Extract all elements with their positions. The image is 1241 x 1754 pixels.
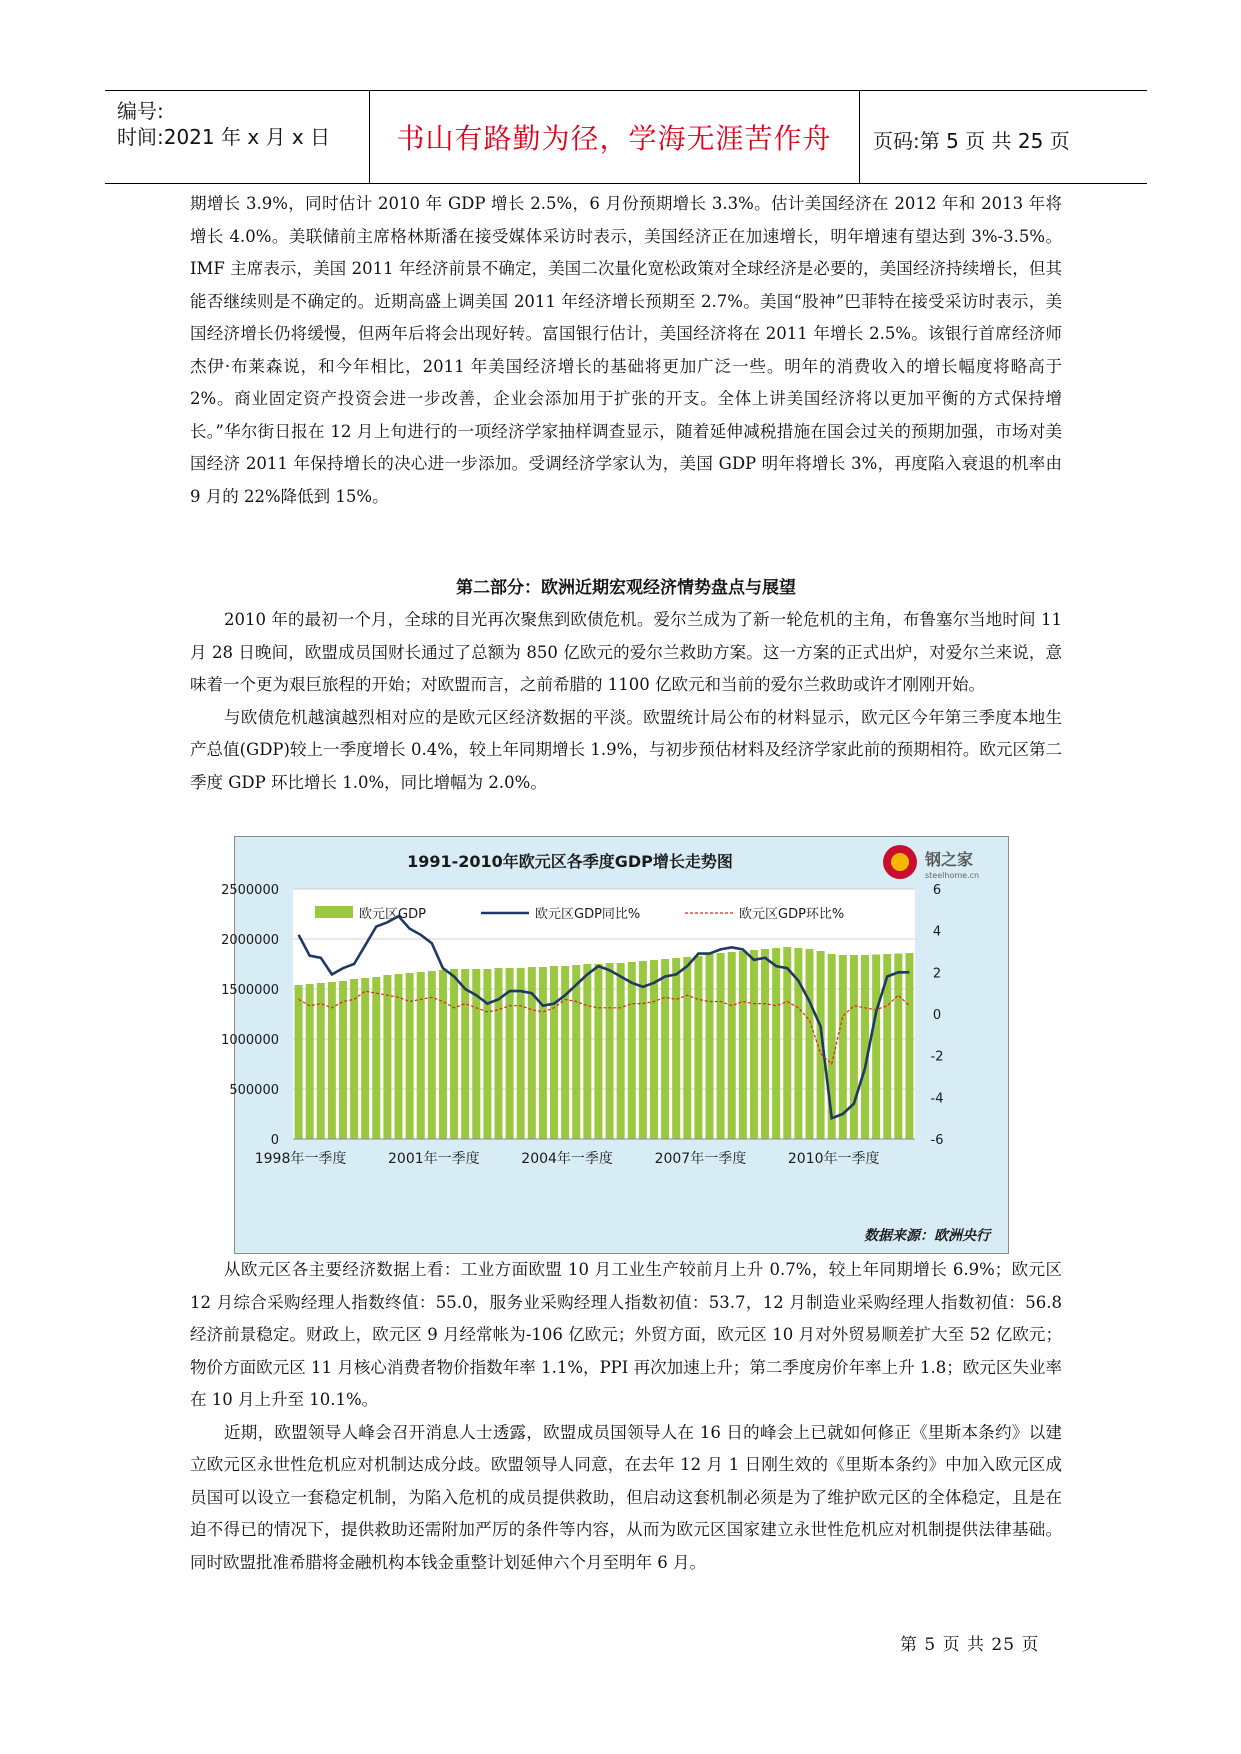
gdp-bar	[872, 955, 880, 1140]
legend-label: 欧元区GDP同比%	[535, 907, 641, 922]
paragraph-us-economy: 期增长 3.9%，同时估计 2010 年 GDP 增长 2.5%，6 月份预期增长 3.3%。估计美国经济在 2012 年和 2013 年将增长 4.0%。美联储前主席格林斯潘在接受媒体采访时表示，美国经济正在加速增长，明年增速有望达到 3%-3.5%。IMF 主席表示，美国 2011 年经济前景不确定，美国二次量化宽松政策对全球经济是必要的，美国经济持续增长，但其能否继续则是不确定的。近期高盛上调美国 2011 年经济增长预期至 2.7%。美国“股神”巴菲特在接受采访时表示，美国经济增长仍将缓慢，但两年后将会出现好转。富国银行估计，美国经济将在 2011 年增长 2.5%。该银行首席经济师杰伊·布莱森说，和今年相比，2011 年美国经济增长的基础将更加广泛一些。明年的消费收入的增长幅度将略高于 2%。商业固定资产投资会进一步改善，企业会添加用于扩张的开支。全体上讲美国经济将以更加平衡的方式保持增长。”华尔街日报在 12 月上旬进行的一项经济学家抽样调查显示，随着延伸减税措施在国会过关的预期加强，市场对美国经济 2011 年保持增长的决心进一步添加。受调经济学家认为，美国 GDP 明年将增长 3%，再度陷入衰退的机率由 9 月的 22%降低到 15%。	[190, 194, 1062, 506]
x-tick-label: 1998年一季度	[254, 1151, 347, 1167]
gdp-bar	[539, 967, 547, 1139]
gdp-bar	[572, 965, 580, 1139]
page-footer: 第 5 页 共 25 页	[900, 1635, 1040, 1655]
gdp-bar	[717, 953, 725, 1139]
paragraph-eu-summit: 近期，欧盟领导人峰会召开消息人士透露，欧盟成员国领导人在 16 日的峰会上已就如何修正《里斯本条约》以建立欧元区永世性危机应对机制达成分歧。欧盟领导人同意，在去年 12 月 1 日刚生效的《里斯本条约》中加入欧元区成员国可以设立一套稳定机制，为陷入危机的成员提供救助，但启动这套机制必须是为了维护欧元区的全体稳定，且是在迫不得已的情况下，提供救助还需附加严厉的条件等内容，从而为欧元区国家建立永世性危机应对机制提供法律基础。同时欧盟批准希腊将金融机构本钱金重整计划延伸六个月至明年 6 月。	[190, 1422, 1062, 1572]
time-label: 时间:2021 年 x 月 x 日	[117, 125, 331, 149]
x-tick-label: 2010年一季度	[787, 1151, 880, 1167]
gdp-bar	[417, 972, 425, 1139]
gdp-bar	[617, 963, 625, 1139]
number-label: 编号:	[117, 99, 164, 123]
y-left-tick-label: 0	[270, 1133, 279, 1148]
gdp-bar	[772, 948, 780, 1139]
y-left-tick-label: 500000	[229, 1083, 279, 1098]
gdp-bar	[350, 979, 358, 1139]
gdp-bar	[550, 966, 558, 1139]
gdp-bar	[750, 950, 758, 1139]
gdp-bar	[694, 956, 702, 1139]
y-left-tick-label: 1000000	[221, 1033, 279, 1048]
logo-emblem-inner-icon	[891, 853, 909, 871]
gdp-bar	[661, 959, 669, 1139]
gdp-bar	[594, 964, 602, 1139]
gdp-bar	[439, 970, 447, 1139]
gdp-bar	[850, 955, 858, 1139]
y-right-tick-label: 4	[932, 924, 942, 940]
gdp-bar	[339, 981, 347, 1139]
gdp-bar	[328, 982, 336, 1139]
gdp-bar	[406, 973, 414, 1139]
gdp-bar	[728, 952, 736, 1139]
gdp-bar	[706, 954, 714, 1139]
gdp-bar	[894, 954, 902, 1140]
y-right-tick-label: -2	[930, 1049, 944, 1065]
page-header	[105, 90, 1147, 184]
gdp-bar	[361, 978, 369, 1139]
gdp-bar	[583, 964, 591, 1139]
gdp-bar	[306, 984, 314, 1139]
gdp-bar	[295, 985, 303, 1139]
gdp-bar	[650, 960, 658, 1139]
gdp-bar	[805, 949, 813, 1139]
logo-text: 钢之家	[925, 850, 974, 869]
gdp-bar	[383, 975, 391, 1139]
gdp-bar	[761, 949, 769, 1139]
y-right-tick-label: 6	[932, 883, 942, 898]
steelhome-logo	[883, 845, 979, 880]
y-left-tick-label: 1500000	[221, 983, 279, 998]
page-number-label: 页码:第 5 页 共 25 页	[873, 129, 1070, 153]
logo-subtext: steelhome.cn	[925, 871, 980, 880]
legend-label: 欧元区GDP	[359, 907, 426, 922]
header-motto-cell	[369, 91, 860, 183]
gdp-bar	[450, 969, 458, 1139]
gdp-chart-svg	[221, 837, 1010, 1255]
gdp-bar	[628, 962, 636, 1139]
y-left-tick-label: 2500000	[221, 883, 279, 898]
chart-source: 数据来源：欧洲央行	[864, 1228, 990, 1244]
y-right-tick-label: 0	[932, 1008, 942, 1023]
body-section-1	[190, 188, 1062, 513]
chart-title: 1991-2010年欧元区各季度GDP增长走势图	[407, 852, 733, 871]
gdp-bar	[428, 971, 436, 1139]
y-left-tick-label: 2000000	[221, 933, 279, 948]
gdp-bar	[905, 953, 913, 1139]
section-heading: 第二部分：欧洲近期宏观经济情势盘点与展望	[456, 578, 796, 598]
paragraph-gdp-data: 与欧债危机越演越烈相对应的是欧元区经济数据的平淡。欧盟统计局公布的材料显示，欧元区今年第三季度本地生产总值(GDP)较上一季度增长 0.4%，较上年同期增长 1.9%，与初步预估材料及经济学家此前的预期相符。欧元区第二季度 GDP 环比增长 1.0%，同比增幅为 2.0%。	[190, 707, 1062, 792]
x-tick-label: 2001年一季度	[388, 1151, 480, 1167]
gdp-bar	[517, 968, 525, 1139]
x-tick-label: 2004年一季度	[521, 1151, 613, 1167]
body-section-2	[190, 604, 1062, 799]
x-tick-label: 2007年一季度	[654, 1151, 747, 1167]
legend-swatch-gdp	[315, 906, 353, 918]
gdp-bar	[739, 951, 747, 1139]
y-right-tick-label: -6	[930, 1133, 944, 1148]
paragraph-indicators: 从欧元区各主要经济数据上看：工业方面欧盟 10 月工业生产较前月上升 0.7%，较上年同期增长 6.9%；欧元区 12 月综合采购经理人指数终值：55.0，服务业采购经理人指数初值：53.7，12 月制造业采购经理人指数初值：56.8 经济前景稳定。财政上，欧元区 9 月经常帐为-106 亿欧元；外贸方面，欧元区 10 月对外贸易顺差扩大至 52 亿欧元；物价方面欧元区 11 月核心消费者物价指数年率 1.1%，PPI 再次加速上升；第二季度房价年率上升 1.8；欧元区失业率在 10 月上升至 10.1%。	[190, 1260, 1062, 1409]
legend-label: 欧元区GDP环比%	[739, 907, 845, 922]
header-page-cell	[859, 91, 1147, 183]
gdp-bar	[683, 957, 691, 1139]
body-section-3	[190, 1254, 1062, 1579]
header-info-cell	[105, 91, 370, 183]
y-right-tick-label: -4	[930, 1091, 944, 1107]
gdp-bar	[372, 977, 380, 1139]
motto: 书山有路勤为径，学海无涯苦作舟	[396, 122, 832, 155]
gdp-bar	[861, 955, 869, 1139]
paragraph-debt-crisis: 2010 年的最初一个月，全球的目光再次聚焦到欧债危机。爱尔兰成为了新一轮危机的主角，布鲁塞尔当地时间 11 月 28 日晚间，欧盟成员国财长通过了总额为 850 亿欧元的爱尔兰救助方案。这一方案的正式出炉，对爱尔兰来说，意味着一个更为艰巨旅程的开始；对欧盟而言，之前希腊的 1100 亿欧元和当前的爱尔兰救助或许才刚刚开始。	[190, 610, 1062, 694]
gdp-bar	[317, 983, 325, 1139]
gdp-bar	[483, 969, 491, 1139]
gdp-bar	[606, 963, 614, 1139]
gdp-bar	[461, 969, 469, 1139]
gdp-bar	[494, 968, 502, 1139]
gdp-bar	[783, 947, 791, 1139]
y-right-tick-label: 2	[932, 966, 942, 982]
gdp-chart	[221, 836, 1009, 1254]
gdp-bar	[672, 958, 680, 1139]
chart-legend	[315, 906, 844, 922]
